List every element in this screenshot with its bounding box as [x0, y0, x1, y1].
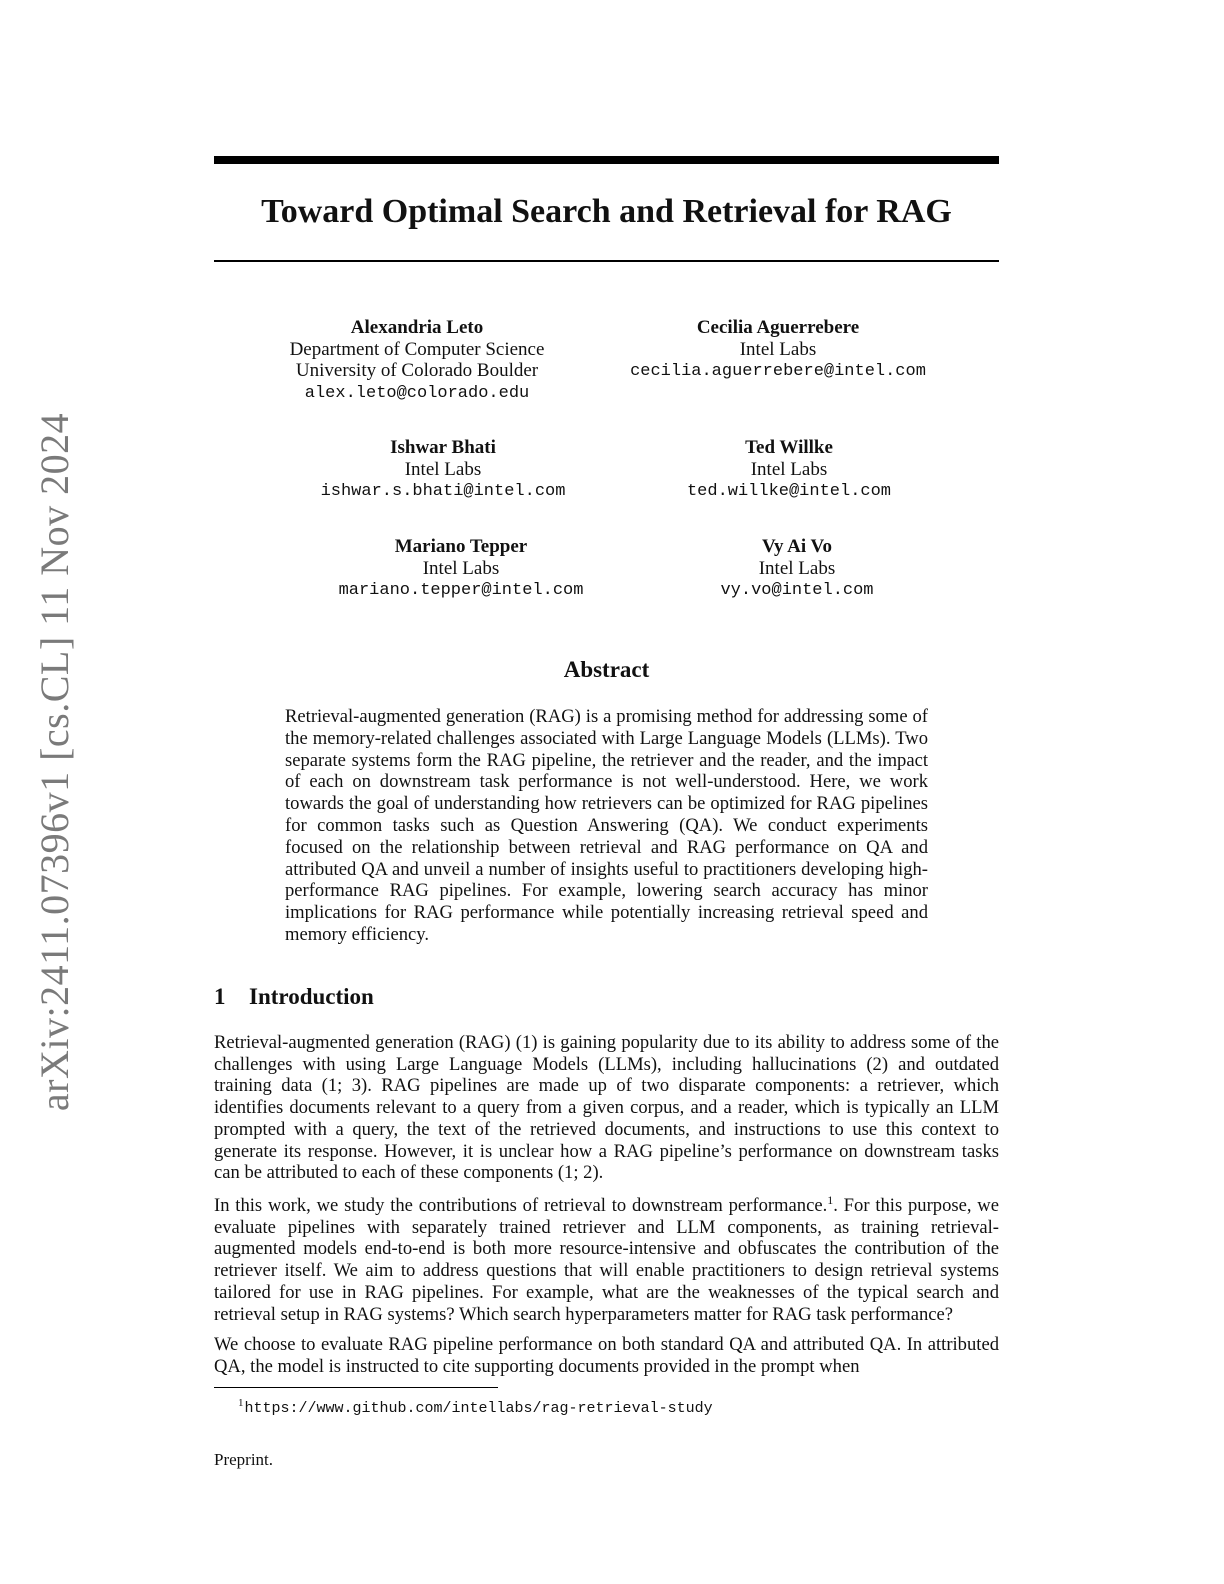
paragraph-text: . For this purpose, we evaluate pipelines with separately trained retriever and LLM components, as training retrieval-augmented models end-to-end is both more resource-intensive and obfuscates the contribution of the retriever itself. We aim to address questions that will enable practitioners to design retrieval systems tailored for use in RAG pipelines. For example, what are the weaknesses of the typical search and retrieval setup in RAG systems? Which search hyperparameters matter for RAG task performance? [214, 1195, 999, 1325]
author-email: ted.willke@intel.com [686, 482, 892, 501]
author-email: alex.leto@colorado.edu [304, 383, 530, 403]
arxiv-identifier: arXiv:2411.07396v1 [cs.CL] 11 Nov 2024 [32, 412, 77, 1112]
abstract-heading: Abstract [563, 657, 650, 682]
author-affiliation: Intel Labs [739, 338, 817, 360]
author-name: Cecilia Aguerrebere [696, 317, 860, 338]
abstract-text: Retrieval-augmented generation (RAG) is a promising method for addressing some of the memory-related challenges associated with Large Language Models (LLMs). Two separate systems form the RAG pipeline, the retriever and the reader, and the impact of each on downstream task performance is not well-understood. Here, we work towards the goal of understanding how retrievers can be optimized for RAG pipelines for common tasks such as Question Answering (QA). We conduct experiments focused on the relationship between retrieval and RAG performance on QA and attributed QA and unveil a number of insights useful to practitioners developing high-performance RAG pipelines. For example, lowering search accuracy has minor implications for RAG performance while potentially increasing retrieval speed and memory efficiency. [285, 706, 928, 945]
paper-title: Toward Optimal Search and Retrieval for RAG [261, 193, 952, 230]
author-affiliation: Intel Labs [750, 458, 828, 480]
author-block [291, 536, 631, 602]
author-email: ishwar.s.bhati@intel.com [320, 482, 566, 501]
author-block [247, 317, 587, 404]
body-paragraph: Retrieval-augmented generation (RAG) (1) is gaining popularity due to its ability to address some of the challenges with using Large Language Models (LLMs), including hallucinations (2) and outdated training data (1; 3). RAG pipelines are made up of two disparate components: a retriever, which identifies documents relevant to a query from a given corpus, and a reader, which is typically an LLM prompted with a query, the text of the retrieved documents, and instructions to use this context to generate its response. However, it is unclear how a RAG pipeline’s performance on downstream tasks can be attributed to each of these components (1; 2). [214, 1032, 999, 1184]
footnote [238, 1393, 713, 1419]
author-affiliation: Department of Computer Science [289, 338, 545, 360]
author-email: cecilia.aguerrebere@intel.com [630, 362, 926, 381]
author-affiliation: Intel Labs [758, 557, 836, 579]
author-block [608, 317, 948, 383]
footnote-link[interactable]: https://www.github.com/intellabs/rag-retrieval-study [244, 1400, 713, 1417]
author-block [627, 536, 967, 602]
author-name: Ishwar Bhati [390, 437, 496, 458]
body-paragraph [214, 1192, 999, 1325]
author-email: mariano.tepper@intel.com [338, 581, 584, 600]
author-name: Ted Willke [745, 437, 833, 458]
author-affiliation: Intel Labs [404, 458, 482, 480]
footnote-rule [214, 1387, 498, 1388]
title-rule-top [214, 156, 999, 164]
author-name: Vy Ai Vo [761, 536, 833, 557]
body-paragraph: We choose to evaluate RAG pipeline performance on both standard QA and attributed QA. In attributed QA, the model is instructed to cite supporting documents provided in the prompt when [214, 1334, 999, 1377]
author-block [619, 437, 959, 503]
section-title: Introduction [249, 984, 374, 1009]
author-affiliation: Intel Labs [422, 557, 500, 579]
section-heading [214, 982, 374, 1012]
author-name: Mariano Tepper [394, 536, 528, 557]
author-name: Alexandria Leto [350, 317, 484, 338]
section-number: 1 [214, 984, 226, 1009]
author-email: vy.vo@intel.com [720, 581, 874, 600]
preprint-label: Preprint. [214, 1450, 274, 1469]
author-affiliation: University of Colorado Boulder [295, 360, 539, 381]
author-block [273, 437, 613, 503]
paragraph-text: In this work, we study the contributions of retrieval to downstream performance. [214, 1195, 828, 1216]
title-rule-bottom [214, 260, 999, 262]
footnote-marker: 1 [238, 1397, 244, 1409]
footnote-ref[interactable]: 1 [827, 1192, 834, 1207]
